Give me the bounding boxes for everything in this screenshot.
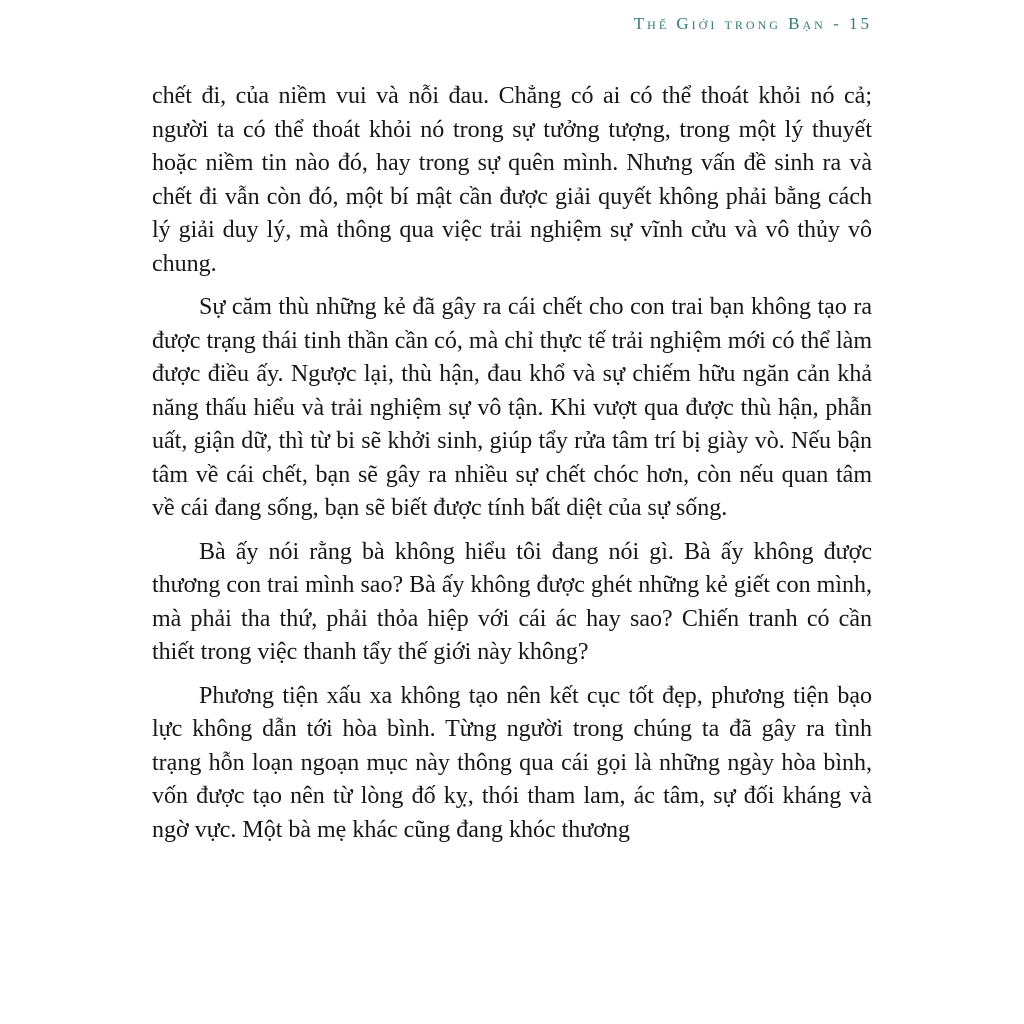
page-content [152, 80, 872, 847]
paragraph: chết đi, của niềm vui và nỗi đau. Chẳng có ai có thể thoát khỏi nó cả; người ta có thể thoát khỏi nó trong sự tưởng tượng, trong một lý thuyết hoặc niềm tin nào đó, hay trong sự quên mình. Nhưng vấn đề sinh ra và chết đi vẫn còn đó, một bí mật cần được giải quyết không phải bằng cách lý giải duy lý, mà thông qua việc trải nghiệm sự vĩnh cửu và vô thủy vô chung. [152, 83, 872, 277]
paragraph: Phương tiện xấu xa không tạo nên kết cục tốt đẹp, phương tiện bạo lực không dẫn tới hòa bình. Từng người trong chúng ta đã gây ra tình trạng hỗn loạn ngoạn mục này thông qua cái gọi là những ngày hòa bình, vốn được tạo nên từ lòng đố kỵ, thói tham lam, ác tâm, sự đối kháng và ngờ vực. Một bà mẹ khác cũng đang khóc thương [152, 682, 872, 843]
running-head-page-title: Thế Giới trong Bạn - 15 [633, 14, 872, 33]
paragraph: Bà ấy nói rằng bà không hiểu tôi đang nói gì. Bà ấy không được thương con trai mình sao? Bà ấy không được ghét những kẻ giết con mình, mà phải tha thứ, phải thỏa hiệp với cái ác hay sao? Chiến tranh có cần thiết trong việc thanh tẩy thế giới này không? [152, 538, 872, 666]
paragraph: Sự căm thù những kẻ đã gây ra cái chết cho con trai bạn không tạo ra được trạng thái tinh thần cần có, mà chỉ thực tế trải nghiệm mới có thể làm được điều ấy. Ngược lại, thù hận, đau khổ và sự chiếm hữu ngăn cản khả năng thấu hiểu và trải nghiệm sự vô tận. Khi vượt qua được thù hận, phẫn uất, giận dữ, thì từ bi sẽ khởi sinh, giúp tẩy rửa tâm trí bị giày vò. Nếu bận tâm về cái chết, bạn sẽ gây ra nhiều sự chết chóc hơn, còn nếu quan tâm về cái đang sống, bạn sẽ biết được tính bất diệt của sự sống. [152, 294, 872, 522]
